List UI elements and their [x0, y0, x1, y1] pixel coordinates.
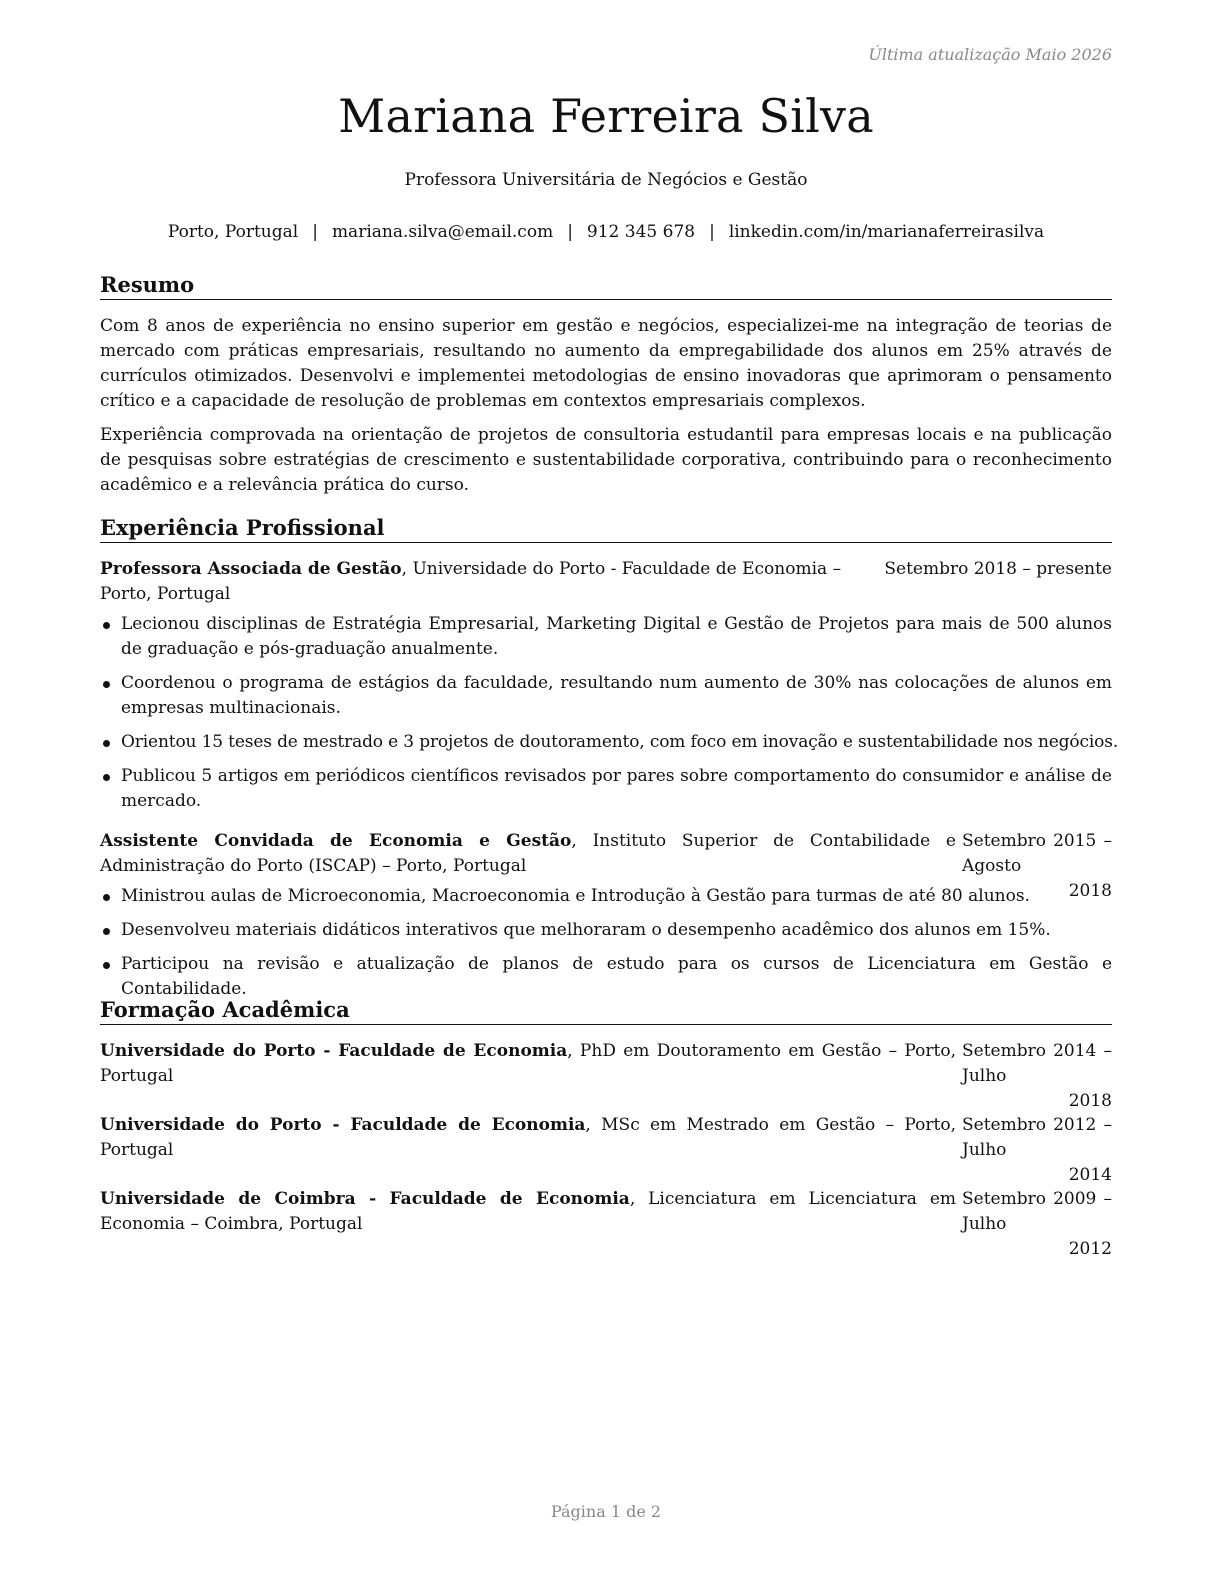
job-org: , Instituto Superior de Contabilidade e Administração do Porto (ISCAP) – Porto, Portugal: [100, 831, 956, 876]
education-dates-end: 2012: [1068, 1239, 1112, 1259]
education-detail: , Licenciatura em Licenciatura em Economia – Coimbra, Portugal: [100, 1189, 956, 1234]
education-dates-end: 2018: [1068, 1091, 1112, 1111]
contact-phone: 912 345 678: [586, 222, 696, 242]
education-dates-start: Setembro 2012 – Julho: [962, 1115, 1112, 1160]
page-number: Página 1 de 2: [550, 1502, 662, 1521]
education-school: Universidade do Porto - Faculdade de Economia: [100, 1115, 586, 1135]
bullet-icon: [103, 894, 110, 901]
education-dates-start: Setembro 2014 – Julho: [962, 1041, 1112, 1086]
education-dates-end: 2014: [1068, 1165, 1112, 1185]
education-entry: [100, 1039, 1112, 1114]
education-school: Universidade de Coimbra - Faculdade de Economia: [100, 1189, 630, 1209]
bullet-icon: [103, 681, 110, 688]
summary-paragraph: Experiência comprovada na orientação de projetos de consultoria estudantil para empresas locais e na publicação de pesquisas sobre estratégias de crescimento e sustentabilidade corporativa, contribuindo para o reconhecimento acadêmico e a relevância prática do curso.: [100, 425, 1112, 495]
job-bullets: [100, 884, 1112, 1011]
summary-paragraph: Com 8 anos de experiência no ensino superior em gestão e negócios, especializei-me na integração de teorias de mercado com práticas empresariais, resultando no aumento da empregabilidade dos alunos em 25% através de currículos otimizados. Desenvolvi e implementei metodologias de ensino inovadoras que aprimoram o pensamento crítico e a capacidade de resolução de problemas em contextos empresariais complexos.: [100, 316, 1112, 411]
bullet-icon: [103, 962, 110, 969]
bullet-text: Lecionou disciplinas de Estratégia Empresarial, Marketing Digital e Gestão de Projetos para mais de 500 alunos de graduação e pós-graduação anualmente.: [121, 614, 1112, 659]
resume-page: [100, 0, 1119, 1584]
education-detail: , MSc em Mestrado em Gestão – Porto, Portugal: [100, 1115, 956, 1160]
separator: |: [709, 222, 715, 242]
bullet-text: Desenvolveu materiais didáticos interativos que melhoraram o desempenho acadêmico dos alunos em 15%.: [121, 920, 1051, 940]
bullet-icon: [103, 774, 110, 781]
list-item: [100, 671, 1112, 721]
list-item: [100, 884, 1112, 909]
list-item: [100, 764, 1112, 814]
education-entry: [100, 1187, 1112, 1262]
last-updated: Última atualização Maio 2026: [868, 45, 1112, 64]
job-dates: Setembro 2018 – presente: [884, 559, 1112, 579]
bullet-icon: [103, 928, 110, 935]
section-title-education: Formação Acadêmica: [100, 996, 1112, 1025]
education-dates-start: Setembro 2009 – Julho: [962, 1189, 1112, 1234]
contact-location: Porto, Portugal: [167, 222, 299, 242]
job-header: [100, 557, 1112, 607]
job-role: Professora Associada de Gestão: [100, 559, 402, 579]
education-dates: [962, 1187, 1112, 1262]
bullet-text: Publicou 5 artigos em periódicos científicos revisados por pares sobre comportamento do consumidor e análise de mercado.: [121, 766, 1112, 811]
list-item: [100, 918, 1112, 943]
job-dates-start: Setembro 2015 – Agosto: [962, 831, 1112, 876]
section-title-experience: Experiência Profissional: [100, 514, 1112, 543]
list-item: [100, 952, 1112, 1002]
job-role: Assistente Convidada de Economia e Gestão: [100, 831, 572, 851]
job-bullets: [100, 612, 1119, 823]
job-dates-end: 2018: [1068, 881, 1112, 901]
bullet-text: Orientou 15 teses de mestrado e 3 projetos de doutoramento, com foco em inovação e sustentabilidade nos negócios.: [121, 732, 1119, 752]
list-item: [100, 612, 1112, 662]
education-title-line: [100, 1187, 962, 1262]
section-title-summary: Resumo: [100, 271, 1112, 300]
contact-linkedin[interactable]: linkedin.com/in/marianaferreirasilva: [728, 222, 1045, 242]
education-school: Universidade do Porto - Faculdade de Economia: [100, 1041, 568, 1061]
job-title-line: [100, 557, 880, 607]
education-title-line: [100, 1113, 962, 1188]
education-dates: [962, 1039, 1112, 1114]
education-dates: [962, 1113, 1112, 1188]
bullet-icon: [103, 740, 110, 747]
list-item: [100, 730, 1119, 755]
education-entry: [100, 1113, 1112, 1188]
bullet-text: Ministrou aulas de Microeconomia, Macroeconomia e Introdução à Gestão para turmas de até 80 alunos.: [121, 886, 1030, 906]
bullet-text: Participou na revisão e atualização de planos de estudo para os cursos de Licenciatura em Gestão e Contabilidade.: [121, 954, 1112, 999]
person-name: Mariana Ferreira Silva: [338, 89, 874, 143]
bullet-text: Coordenou o programa de estágios da faculdade, resultando num aumento de 30% nas colocações de alunos em empresas multinacionais.: [121, 673, 1112, 718]
separator: |: [312, 222, 318, 242]
bullet-icon: [103, 622, 110, 629]
separator: |: [567, 222, 573, 242]
contact-line: [100, 220, 1112, 244]
education-detail: , PhD em Doutoramento em Gestão – Porto, Portugal: [100, 1041, 956, 1086]
job-org: , Universidade do Porto - Faculdade de Economia – Porto, Portugal: [100, 559, 842, 604]
education-title-line: [100, 1039, 962, 1114]
headline: Professora Universitária de Negócios e Gestão: [404, 170, 808, 190]
contact-email[interactable]: mariana.silva@email.com: [331, 222, 554, 242]
